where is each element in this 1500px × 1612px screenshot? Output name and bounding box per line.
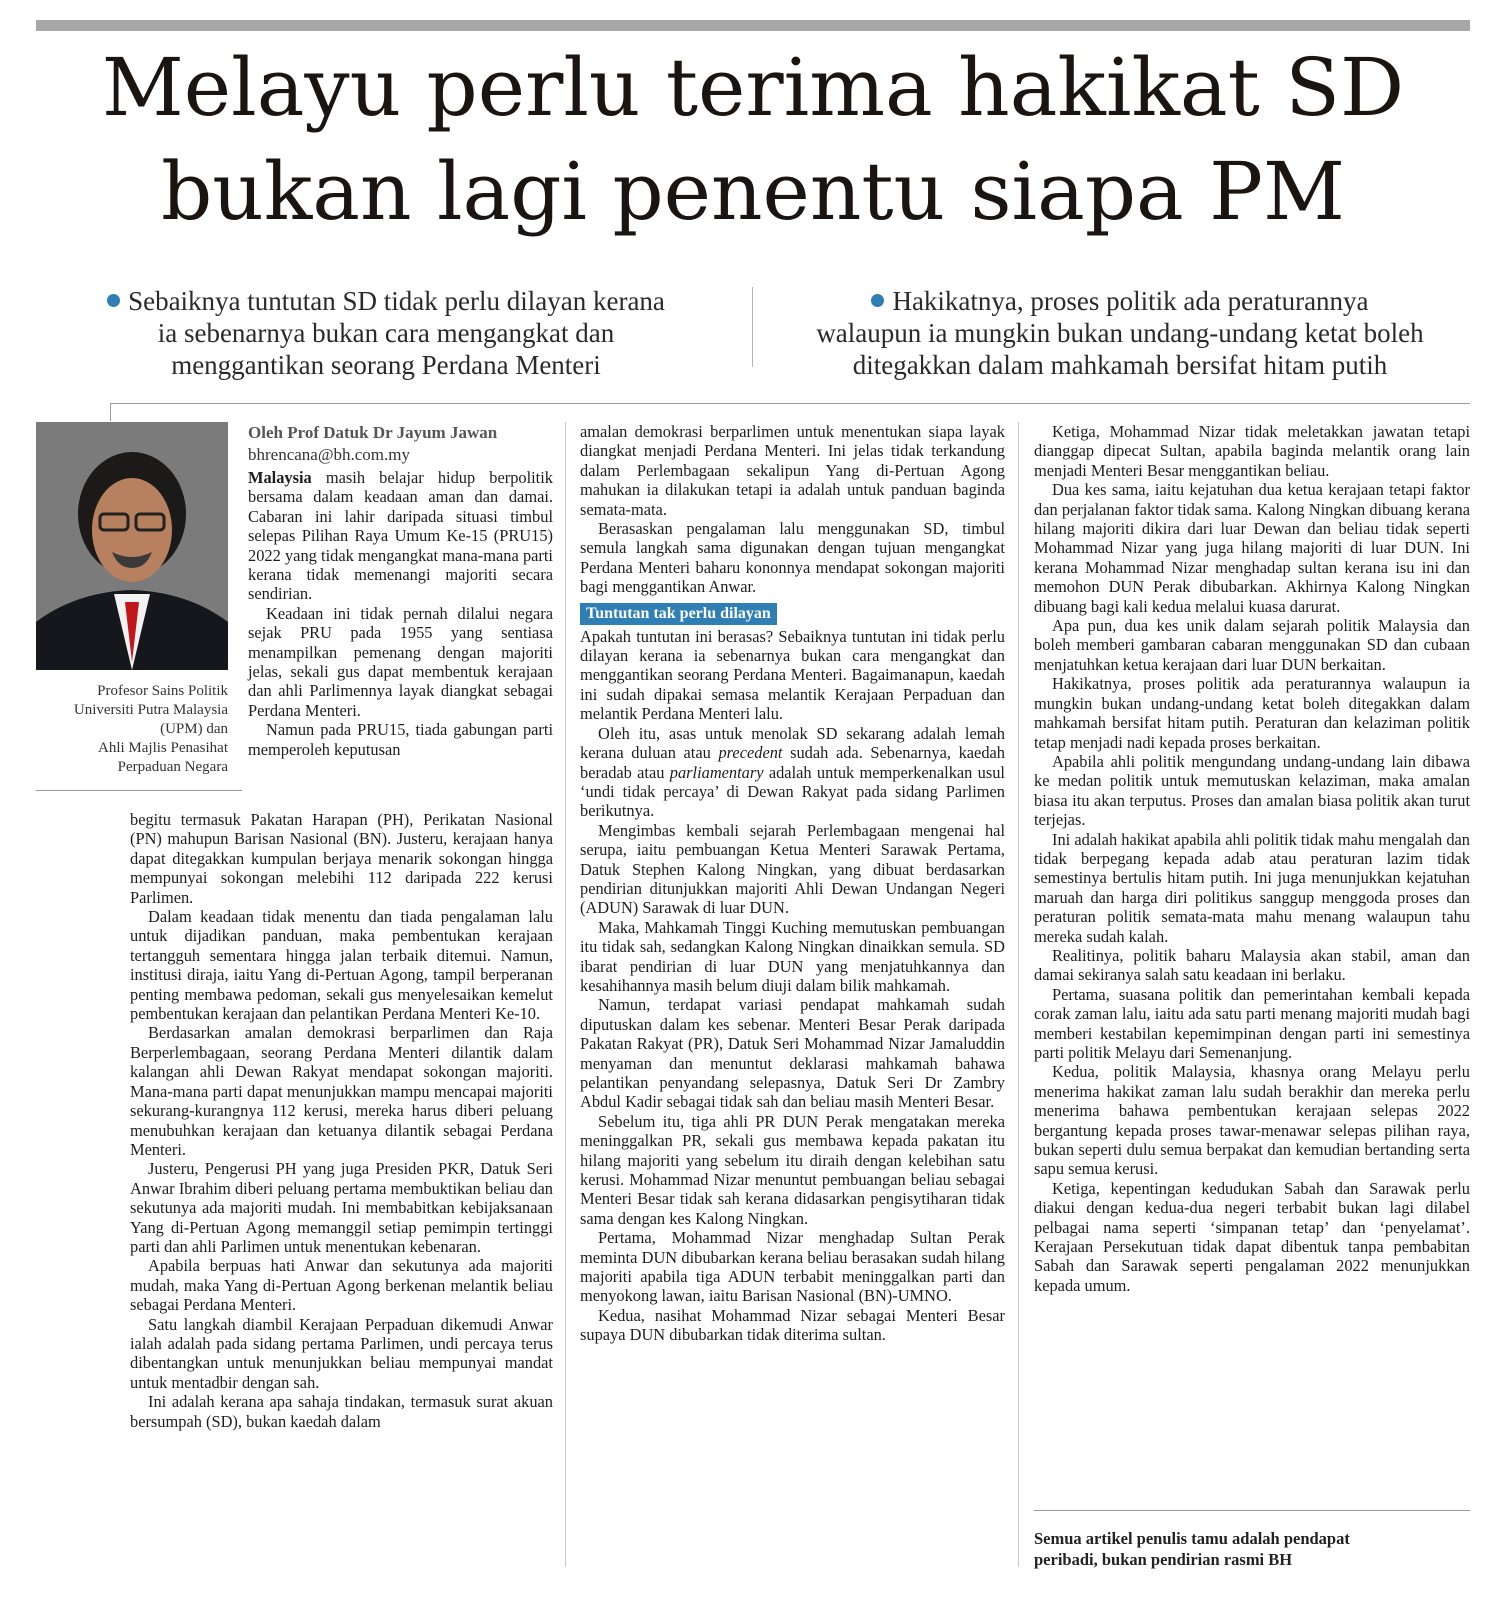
paragraph: Ketiga, Mohammad Nizar tidak meletakkan jawatan tetapi dianggap dipecat Sultan, apabila baginda melantik orang lain menjadi Menteri Besar menggantikan beliau. [1034, 422, 1470, 480]
bullet-dot-icon [871, 294, 884, 307]
author-portrait [36, 422, 228, 670]
paragraph: begitu termasuk Pakatan Harapan (PH), Perikatan Nasional (PN) mahupun Barisan Nasional (BN). Justeru, kerajaan hanya dapat ditegakkan kumpulan berjaya menarik sokongan hingga mempunyai sokongan melebihi 112 daripada 222 kerusi Parlimen. [130, 810, 553, 907]
disclaimer-note [1034, 1528, 1470, 1570]
disclaimer-line-2: peribadi, bukan pendirian rasmi BH [1034, 1550, 1293, 1569]
deck-divider [752, 287, 753, 367]
column-1-upper [248, 468, 553, 759]
paragraph: Apa pun, dua kes unik dalam sejarah politik Malaysia dan boleh memberi gambaran cabaran menggunakan SD dan cubaan menjatuhkan ketua kerajaan dari luar DUN berkaitan. [1034, 616, 1470, 674]
paragraph: Namun, terdapat variasi pendapat mahkamah sudah diputuskan dalam kes sebenar. Menteri Besar Perak daripada Pakatan Rakyat (PR), Datuk Seri Mohammad Nizar Jamaluddin menyaman dan menuntut deklarasi mahkamah bahawa pelantikan penyandang selepasnya, Datuk Seri Dr Zambry Abdul Kadir sebagai tidak sah dan beliau masih Menteri Besar. [580, 995, 1005, 1112]
paragraph [580, 724, 1005, 821]
bullet-dot-icon [107, 294, 120, 307]
deck-left [36, 285, 736, 381]
paragraph: amalan demokrasi berparlimen untuk menentukan siapa layak diangkat menjadi Perdana Menteri. Ini jelas tidak terkandung dalam Perlembagaan sekalipun Yang di-Pertuan Agong mahukan ia dilakukan tetapi ia adalah untuk panduan baginda semata-mata. [580, 422, 1005, 519]
column-1-lower [130, 810, 553, 1431]
deck-right-line [770, 285, 1470, 317]
paragraph: Maka, Mahkamah Tinggi Kuching memutuskan pembuangan itu tidak sah, sedangkan Kalong Ningkan dinaikkan semula. SD ibarat pendirian di luar DUN yang menjatuhkannya dan kesahihannya masih belum diuji dalam bilik mahkamah. [580, 917, 1005, 995]
paragraph: Justeru, Pengerusi PH yang juga Presiden PKR, Datuk Seri Anwar Ibrahim diberi peluang pertama membuktikan beliau dan sekutunya ada majoriti mudah. Ini membabitkan kebijaksanaan Yang di-Pertuan Agong memanggil setiap pemimpin tertinggi parti dan ahli Parlimen untuk menentukan kebenaran. [130, 1159, 553, 1256]
italic-term: precedent [718, 743, 783, 763]
paragraph: Pertama, suasana politik dan pemerintahan kembali kepada corak zaman lalu, iaitu ada satu parti menang majoriti mudah bagi memberi kestabilan kepemimpinan dengan parti ini semestinya parti politik Melayu dari Semenanjung. [1034, 984, 1470, 1062]
italic-term: parliamentary [669, 762, 764, 782]
paragraph-text: adalah untuk memperkenalkan usul ‘undi tidak percaya’ di Dewan Rakyat pada sidang Parlimen berikutnya. [580, 762, 1005, 821]
paragraph: Berasaskan pengalaman lalu menggunakan SD, timbul semula langkah sama digunakan dengan tujuan mengangkat Perdana Menteri baharu kononnya mendapat sokongan majoriti bagi menggantikan Anwar. [580, 519, 1005, 597]
paragraph: Realitinya, politik baharu Malaysia akan stabil, aman dan damai sekiranya salah satu keadaan ini berlaku. [1034, 945, 1470, 985]
paragraph-text: masih belajar hidup berpolitik bersama dalam keadaan aman dan damai. Cabaran ini lahir daripada situasi timbul selepas Pilihan Raya Umum Ke-15 (PRU15) 2022 yang tidak mengangkat mana-mana parti kerana tidak memenangi majoriti secara sendirian. [248, 468, 553, 604]
byline [248, 422, 497, 466]
subheading: Tuntutan tak perlu dilayan [580, 603, 777, 625]
paragraph: Namun pada PRU15, tiada gabungan parti memperoleh keputusan [248, 720, 553, 759]
deck-left-line [36, 285, 736, 317]
deck-left-line-1: Sebaiknya tuntutan SD tidak perlu dilayan kerana [128, 286, 665, 316]
column-2 [580, 422, 1005, 1345]
author-name: Oleh Prof Datuk Dr Jayum Jawan [248, 423, 498, 442]
portrait-icon [36, 422, 228, 670]
paragraph: Apabila ahli politik mengundang undang-undang lain dibawa ke medan politik untuk memutuskan kelaziman, maka amalan biasa itu akan terputus. Proses dan amalan biasa politik akan turut terjejas. [1034, 751, 1470, 830]
caption-line: Universiti Putra Malaysia [73, 702, 228, 718]
paragraph: Apakah tuntutan ini berasas? Sebaiknya tuntutan ini tidak perlu dilayan kerana ia sebenarnya bukan cara mengangkat dan menggantikan seorang Perdana Menteri. Bagaimanapun, kaedah ini sudah dipakai semasa melantik Kerajaan Perpaduan dan melantik Perdana Menteri lalu. [580, 626, 1005, 724]
paragraph: Ketiga, kepentingan kedudukan Sabah dan Sarawak perlu diakui dengan kedua-dua negeri terbabit bukan lagi dilabel pelbagai nama seperti ‘simpanan tetap’ dan ‘penyelamat’. Kerajaan Persekutuan tidak dapat dibentuk tanpa pembabitan Sabah dan Sarawak seperti pengalaman 2022 menunjukkan kepada umum. [1034, 1178, 1470, 1295]
deck-right-line-1: Hakikatnya, proses politik ada peraturannya [892, 286, 1369, 316]
column-rule [565, 422, 566, 1567]
photo-caption [36, 682, 228, 777]
section-rule [110, 403, 1470, 404]
footer-rule [1034, 1510, 1470, 1511]
paragraph: Ini adalah hakikat apabila ahli politik tidak mahu mengalah dan tidak berpegang kepada adab atau peraturan lazim tidak semestinya bertulis hitam putih. Ini juga menunjukkan kejatuhan maruah dan harga diri politikus sanggup menggoda proses dan peraturan politik semata-mata mahu menang walaupun tahu mereka sudah kalah. [1034, 829, 1470, 946]
caption-line: Perpaduan Negara [117, 759, 228, 775]
paragraph: Ini adalah kerana apa sahaja tindakan, termasuk surat akuan bersumpah (SD), bukan kaedah dalam [130, 1392, 553, 1431]
paragraph: Hakikatnya, proses politik ada peraturannya walaupun ia mungkin bukan undang-undang ketat boleh ditegakkan dalam mahkamah bersifat hitam putih. Peraturan dan kelaziman politik tetap menjadi nadi kepada proses berkaitan. [1034, 674, 1470, 752]
paragraph: Apabila berpuas hati Anwar dan sekutunya ada majoriti mudah, maka Yang di-Pertuan Agong berkenan melantik beliau sebagai Perdana Menteri. [130, 1256, 553, 1315]
caption-line: Ahli Majlis Penasihat [98, 740, 228, 756]
paragraph-text: Oleh itu, asas untuk menolak SD sekarang adalah lemah kerana duluan atau [580, 723, 1005, 763]
paragraph: Dua kes sama, iaitu kejatuhan dua ketua kerajaan tetapi faktor dan perjalanan faktor tidak sama. Kalong Ningkan dibuang kerana hilang majoriti dikira dari luar Dewan dan beliau tidak seperti Mohammad Nizar yang juga hilang majoriti di luar DUN. Ini kerana Mohammad Nizar menghadap sultan kerana isu ini dan memohon DUN Perak dibubarkan. Akhirnya Kalong Ningkan dibuang bagi kali kedua melalui kuasa darurat. [1034, 480, 1470, 616]
paragraph: Satu langkah diambil Kerajaan Perpaduan dikemudi Anwar ialah adalah pada sidang pertama Parlimen, undi percaya terus dibentangkan untuk menunjukkan beliau mempunyai mandat untuk mentadbir dengan sah. [130, 1314, 553, 1392]
headline-line-2: bukan lagi penentu siapa PM [161, 145, 1345, 238]
lead-word: Malaysia [248, 468, 312, 487]
author-email: bhrencana@bh.com.my [248, 445, 410, 464]
paragraph: Pertama, Mohammad Nizar menghadap Sultan Perak meminta DUN dibubarkan kerana beliau berasakan sudah hilang majoriti apabila tiga ADUN terbabit meninggalkan parti dan menyokong lawan, iaitu Barisan Nasional (BN)-UMNO. [580, 1228, 1005, 1306]
paragraph: Mengimbas kembali sejarah Perlembagaan mengenai hal serupa, iaitu pembuangan Ketua Menteri Sarawak Pertama, Datuk Stephen Kalong Ningkan, yang dibuat berdasarkan pendirian ditunjukkan majoriti Ahli Dewan Undangan Negeri (ADUN) Sarawak di luar DUN. [580, 820, 1005, 918]
paragraph: Kedua, nasihat Mohammad Nizar sebagai Menteri Besar supaya DUN dibubarkan tidak diterima sultan. [580, 1305, 1005, 1345]
headline-line-1: Melayu perlu terima hakikat SD [101, 41, 1405, 134]
caption-rule [36, 790, 242, 791]
paragraph: Sebelum itu, tiga ahli PR DUN Perak mengatakan mereka meninggalkan PR, sekali gus membawa kepada pakatan itu hilang majoriti yang sebelum itu diraih dengan kelebihan satu kerusi. Mohammad Nizar menuntut pembuangan beliau sebagai Menteri Besar tidak sah kerana didasarkan pengisytiharan tidak sama dengan kes Kalong Ningkan. [580, 1111, 1005, 1228]
headline [36, 36, 1470, 244]
deck-left-line-2: ia sebenarnya bukan cara mengangkat dan [157, 318, 615, 348]
deck-left-line-3: menggantikan seorang Perdana Menteri [171, 350, 601, 380]
caption-line: Profesor Sains Politik [97, 683, 228, 699]
paragraph: Kedua, politik Malaysia, khasnya orang Melayu perlu menerima hakikat zaman lalu sudah berakhir dan mereka perlu menerima bahawa pembentukan kerajaan selepas 2022 bergantung kepada proses tawar-menawar selepas pilihan raya, bukan seperti dulu semua berpakat dan kemudian bertanding serta sapu semua kerusi. [1034, 1062, 1470, 1179]
deck-right-line-3: ditegakkan dalam mahkamah bersifat hitam putih [852, 350, 1388, 380]
deck-right [770, 285, 1470, 381]
paragraph [248, 468, 553, 604]
top-rule [36, 20, 1470, 31]
paragraph-text: sudah ada. Sebenarnya, kaedah beradab atau [580, 743, 1005, 782]
disclaimer-line-1: Semua artikel penulis tamu adalah pendapat [1034, 1529, 1350, 1548]
caption-line: (UPM) dan [160, 721, 228, 737]
deck-section [36, 285, 1470, 385]
paragraph: Berdasarkan amalan demokrasi berparlimen dan Raja Berperlembagaan, seorang Perdana Menteri dilantik dalam kalangan ahli Dewan Rakyat mendapat sokongan majoriti. Mana-mana parti dapat menunjukkan mampu mencapai majoriti sekurang-kurangnya 112 kerusi, mereka harus diberi peluang menubuhkan kerajaan dan ketuanya dilantik sebagai Perdana Menteri. [130, 1023, 553, 1159]
section-tick [110, 403, 111, 421]
deck-right-line-2: walaupun ia mungkin bukan undang-undang ketat boleh [816, 318, 1424, 348]
column-3 [1034, 422, 1470, 1295]
paragraph: Dalam keadaan tidak menentu dan tiada pengalaman lalu untuk dijadikan panduan, maka pembentukan kerajaan tertangguh sementara hingga jalan terbaik ditemui. Namun, institusi diraja, iaitu Yang di-Pertuan Agong, tampil berperanan penting membawa pedoman, sekali gus menyelesaikan kemelut pembentukan kerajaan dan pelantikan Perdana Menteri Ke-10. [130, 907, 553, 1024]
column-rule [1018, 422, 1019, 1567]
paragraph: Keadaan ini tidak pernah dilalui negara sejak PRU pada 1955 yang sentiasa menampilkan pemenang dengan majoriti jelas, sekali gus dapat membentuk kerajaan dan ahli Parlimennya layak diangkat sebagai Perdana Menteri. [248, 603, 553, 720]
